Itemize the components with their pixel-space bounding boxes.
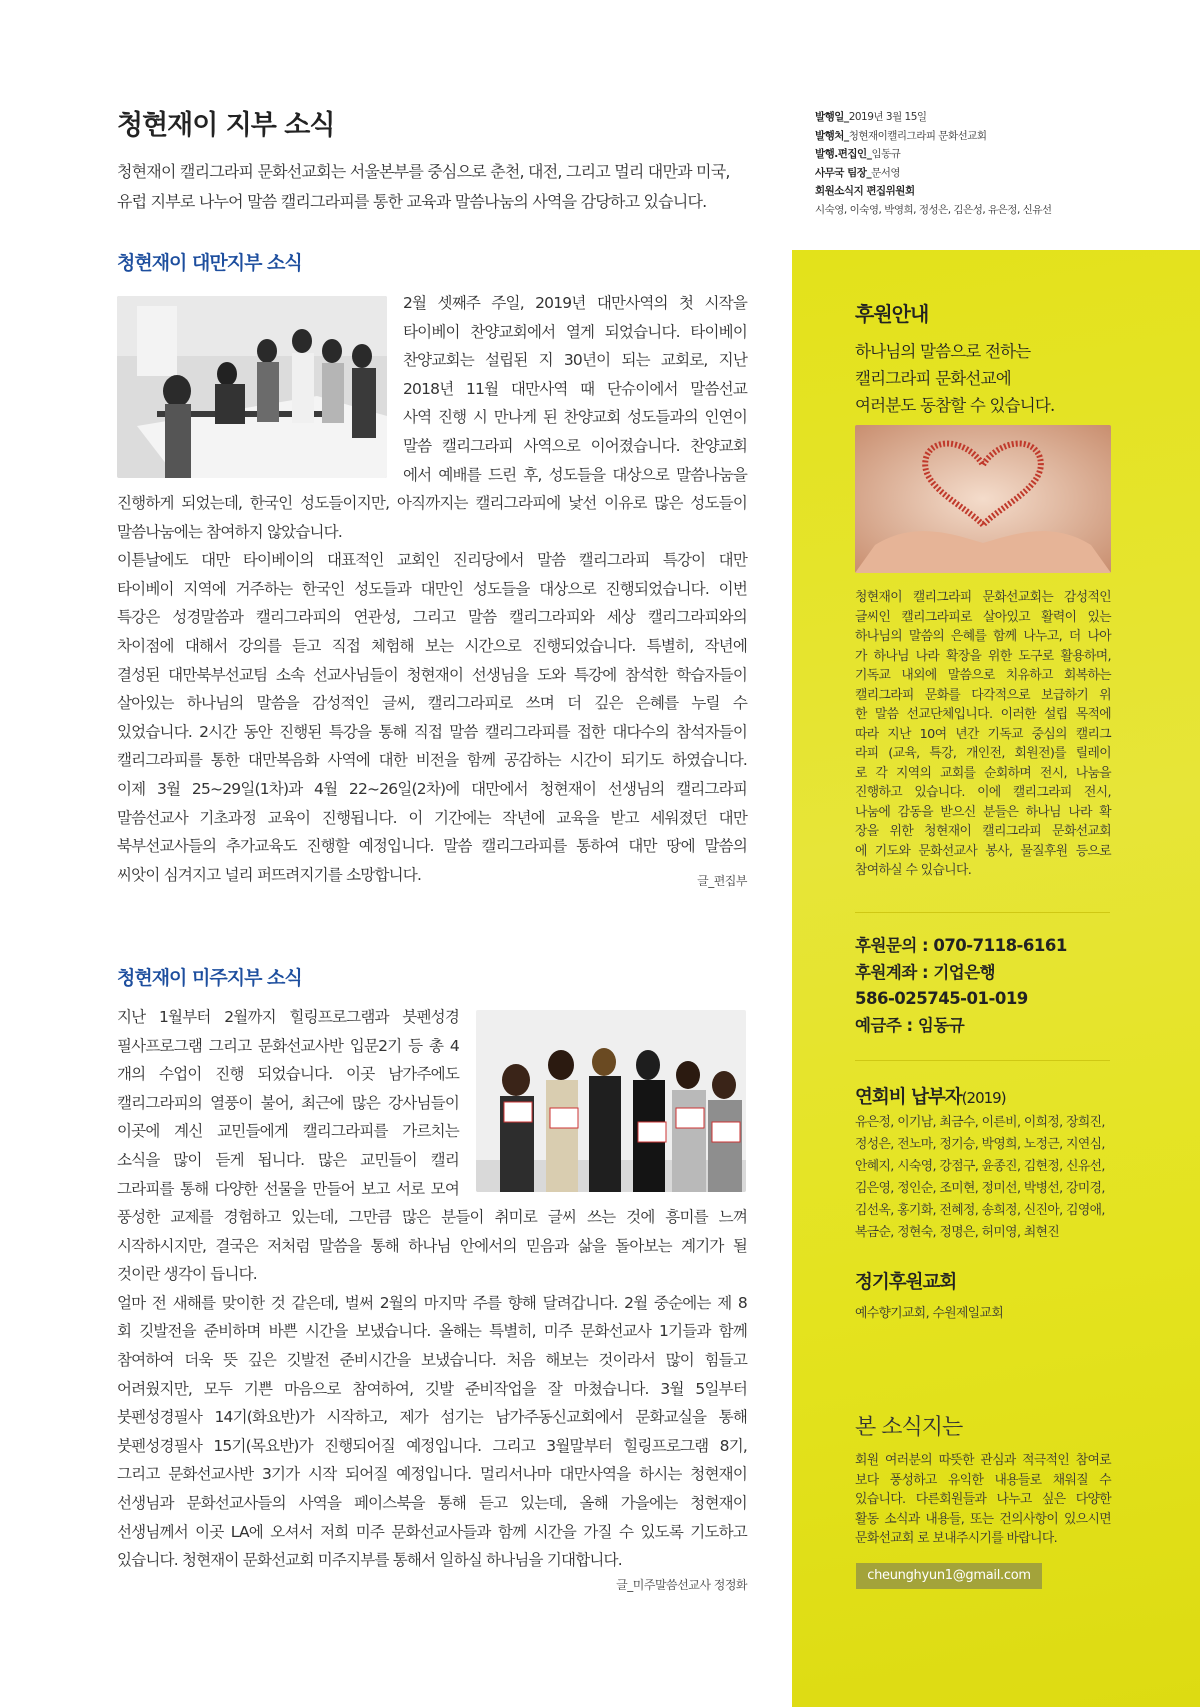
taiwan-paragraph-wide: 진행하게 되었는데, 한국인 성도들이지만, 아직까지는 캘리그라피에 낯선 이유로 많은 성도들이 말씀나눔에는 참여하지 않았습니다. 이튿날에도 대만 타이베이의 대표적인 교회인 진리당에서 말씀 캘리그라피 특강이 대만 타이베이 지역에 거주하는 한국인 성도들과 대만인 성도들을 대상으로 진행되었습니다. 이번 특강은 성경말씀과 캘리그라피의 연관성, 그리고 말씀 캘리그라피와 세상 캘리그라피와의 차이점에 대해서 강의를 듣고 직접 체험해 보는 시간으로 진행되었습니다. 특별히, 작년에 결성된 대만북부선교팀 소속 선교사님들이 청현재이 선생님을 도와 특강에 참석한 학습자들이 살아있는 하나님의 말씀을 감성적인 글씨, 캘리그라피로 쓰며 더 깊은 은혜를 누릴 수 있었습니다. 2시간 동안 진행된 특강을 통해 직접 말씀 캘리그라피를 접한 대다수의 참석자들이 캘리그라피를 통한 대만복음화 사역에 대한 비전을 함께 공감하는 시간이 되기도 하였습니다. 이제 3월 25~29일(1차)과 4월 22~26일(2차)에 대만에서 청현재이 선생님의 캘리그라피 말씀선교사 기초과정 교육이 진행됩니다. 이 기간에는 작년에 교육을 받고 세워졌던 대만 북부선교사들의 추가교육도 진행할 예정입니다. 말씀 캘리그라피를 통하여 대만 땅에 말씀의 씨앗이 심겨지고 널리 퍼뜨려지기를 소망합니다. xyxy=(117,494,747,884)
taiwan-section-title: 청현재이 대만지부 소식 xyxy=(117,252,302,274)
email-address[interactable]: cheunghyun1@gmail.com xyxy=(856,1563,1042,1589)
sponsorship-description: 청현재이 캘리그라피 문화선교회는 감성적인 글씨인 캘리그라피로 살아있고 활력이 있는 하나님의 말씀의 은혜를 함께 나누고, 더 나아 가 하나님 나라 확장을 위한 도구로 활용하며, 기독교 내외에 말씀으로 치유하고 회복하는 캘리그라피 문화를 다각적으로 보급하기 위 한 말씀 선교단체입니다. 이러한 설립 목적에 따라 지난 10여 년간 기독교 중심의 캘리그 라피 (교육, 특강, 개인전, 회원전)를 릴레이 로 각 지역의 교회를 순회하며 전시, 나눔을 진행하고 있습니다. 이에 캘리그라피 전시, 나눔에 감동을 받으신 분들은 하나님 나라 확 장을 위한 청현재이 캘리그라피 문화선교회 에 기도와 문화선교사 봉사, 물질후원 등으로 참여하실 수 있습니다. xyxy=(855,590,1111,878)
donors-list: 유은정, 이기남, 최금수, 이른비, 이희정, 장희진, 정성은, 전노마, 정기승, 박영희, 노정근, 지연심, 안혜지, 시숙영, 강점구, 윤종진, 김현정, 신유선, 김은영, 정인순, 조미현, 정미선, 박병선, 강미경, 김선옥, 홍기화, 전혜정, 송희정, 신진아, 김영애, 복금순, 정현숙, 정명은, 허미영, 최현진 xyxy=(855,1115,1105,1240)
donors-title: 연회비 납부자(2019) xyxy=(855,1087,1006,1108)
usa-paragraph-narrow: 지난 1월부터 2월까지 힐링프로그램과 붓펜성경 필사프로그램 그리고 문화선교사반 입문2기 등 총 4 개의 수업이 진행 되었습니다. 이곳 남가주에도 캘리그라피의 열풍이 불어, 최근에 많은 강사님들이 이곳에 계신 교민들에게 캘리그라피를 가르치는 소식을 많이 듣게 됩니다. 많은 교민들이 캘리 그라피를 통해 다양한 선물을 만들어 보고 서로 모여 xyxy=(117,1008,459,1198)
newsletter-title: 본 소식지는 xyxy=(855,1415,963,1440)
usa-author: 글_미주말씀선교사 정정화 xyxy=(616,1578,747,1592)
page-title: 청현재이 지부 소식 xyxy=(117,110,335,141)
usa-paragraph-wide: 풍성한 교제를 경험하고 있는데, 그만큼 많은 분들이 취미로 글씨 쓰는 것에 흥미를 느껴 시작하시지만, 결국은 저처럼 말씀을 통해 하나님 안에서의 믿음과 삶을 돌아보는 계기가 될 것이란 생각이 듭니다. 얼마 전 새해를 맞이한 것 같은데, 벌써 2월의 마지막 주를 향해 달려갑니다. 2월 중순에는 제 8 회 깃발전을 준비하며 바쁜 시간을 보냈습니다. 올해는 특별히, 미주 문화선교사 1기들과 함께 참여하여 더욱 뜻 깊은 깃발전 준비시간을 보냈습니다. 처음 해보는 것이라서 많이 힘들고 어려웠지만, 모두 기쁜 마음으로 참여하여, 깃발 준비작업을 잘 마쳤습니다. 3월 5일부터 붓펜성경필사 14기(화요반)가 시작하고, 제가 섬기는 남가주동신교회에서 문화교실을 통해 붓펜성경필사 15기(목요반)가 진행되어질 예정입니다. 그리고 3월말부터 힐링프로그램 8기, 그리고 문화선교사반 3기가 시작 되어질 예정입니다. 멀리서나마 대만사역을 하시는 청현재이 선생님과 문화선교사들의 사역을 페이스북을 통해 듣고 있는데, 올해 가을에는 청현재이 선생님께서 이곳 LA에 오셔서 저희 미주 문화선교사들과 함께 시간을 가질 수 있도록 기도하고 있습니다. 청현재이 문화선교회 미주지부를 통해서 일하실 하나님을 기대합니다. xyxy=(117,1208,747,1570)
taiwan-author: 글_편집부 xyxy=(697,874,747,888)
newsletter-text: 회원 여러분의 따뜻한 관심과 적극적인 참여로 보다 풍성하고 유익한 내용들로 채워질 수 있습니다. 다른회원들과 나누고 싶은 다양한 활동 소식과 내용들, 또는 건의사항이 있으시면 문화선교회 로 보내주시기를 바랍니다. xyxy=(855,1453,1111,1546)
taiwan-workshop-photo xyxy=(117,296,387,478)
churches-list: 예수향기교회, 수원제일교회 xyxy=(855,1306,1004,1321)
colophon: 발행일_2019년 3월 15일 발행처_청현재이캘리그라피 문화선교회 발행.편집인_임동규 사무국 팀장_문서영 회원소식지 편집위원회 시숙영, 이숙영, 박영희, 정성은, 김은성, 유은정, 신유선 xyxy=(815,111,1052,216)
intro-text: 청현재이 캘리그라피 문화선교회는 서울본부를 중심으로 춘천, 대전, 그리고 멀리 대만과 미국, 유럽 지부로 나누어 말씀 캘리그라피를 통한 교육과 말씀나눔의 사역을 감당하고 있습니다. xyxy=(117,162,730,211)
sponsorship-contact: 후원문의 : 070-7118-6161 후원계좌 : 기업은행 586-025745-01-019 예금주 : 임동규 xyxy=(855,936,1067,1035)
sidebar-divider xyxy=(855,1060,1110,1061)
churches-title: 정기후원교회 xyxy=(855,1272,957,1293)
taiwan-paragraph-narrow: 2월 셋째주 주일, 2019년 대만사역의 첫 시작을 타이베이 찬양교회에서 열게 되었습니다. 타이베이 찬양교회는 설립된 지 30년이 되는 교회로, 지난 2018년 11월 대만사역 때 단슈이에서 말씀선교 사역 진행 시 만나게 된 찬양교회 성도들과의 인연이 말씀 캘리그라피 사역으로 이어졌습니다. 찬양교회 에서 예배를 드린 후, 성도들을 대상으로 말씀나눔을 xyxy=(403,294,747,484)
usa-group-photo xyxy=(476,1010,746,1192)
sidebar-divider xyxy=(855,912,1110,913)
sponsorship-subtitle: 하나님의 말씀으로 전하는 캘리그라피 문화선교에 여러분도 동참할 수 있습니다. xyxy=(855,342,1055,415)
heart-hands-photo xyxy=(855,425,1111,573)
sponsorship-title: 후원안내 xyxy=(855,302,929,326)
usa-section-title: 청현재이 미주지부 소식 xyxy=(117,967,302,989)
